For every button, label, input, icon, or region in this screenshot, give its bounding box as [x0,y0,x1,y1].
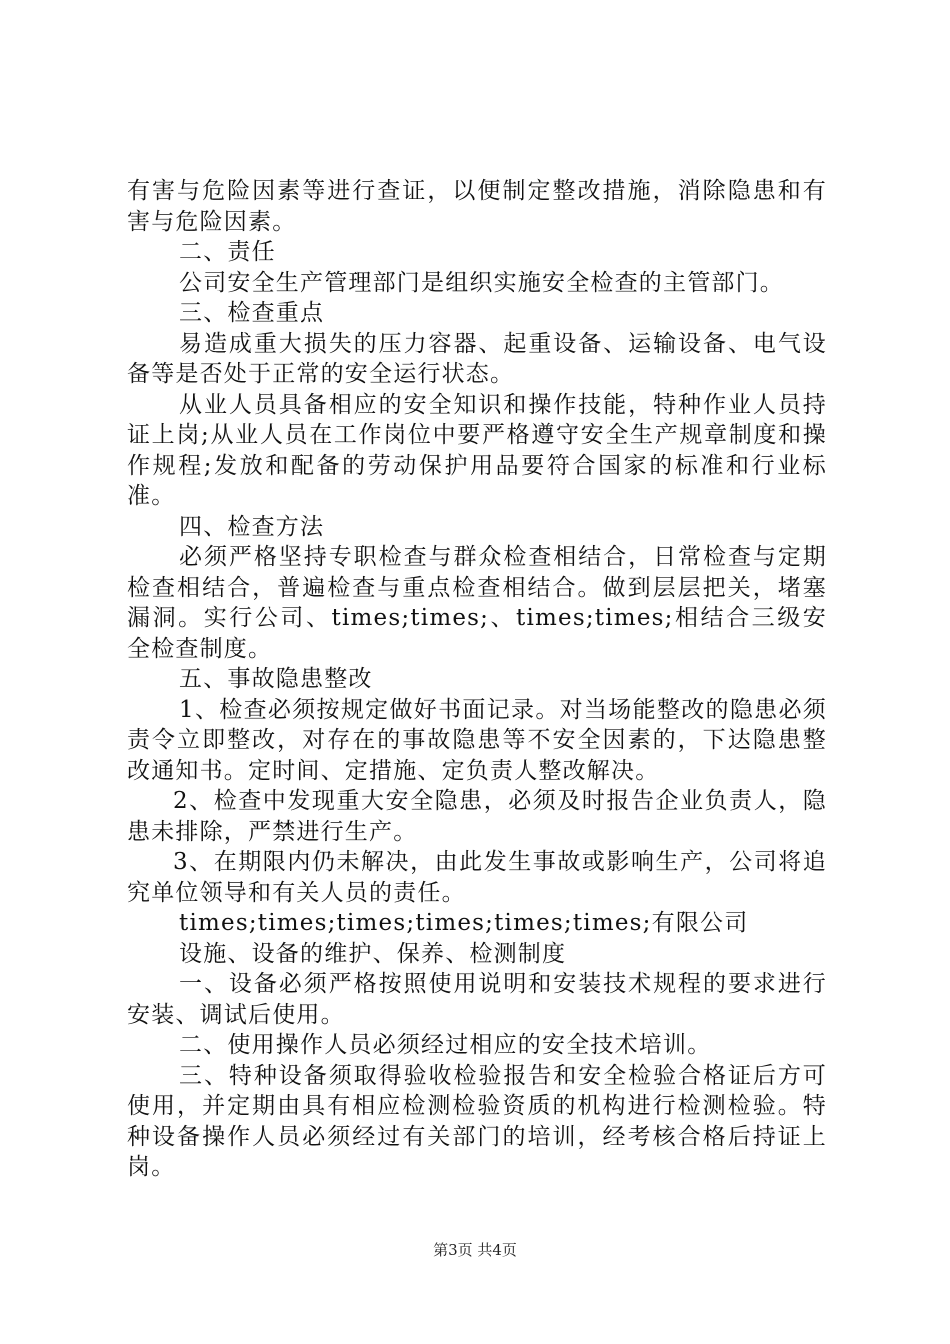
document-title: 设施、设备的维护、保养、检测制度 [179,940,567,967]
company-signature: times;times;times;times;times;times;有限公司 [179,910,749,936]
paragraph: 二、使用操作人员必须经过相应的安全技术培训。 [179,1032,712,1058]
paragraph: 3、在期限内仍未解决，由此发生事故或影响生产，公司将追究单位领导和有关人员的责任。 [127,849,827,906]
section-heading: 三、检查重点 [179,300,325,326]
paragraph: 有害与危险因素等进行查证，以便制定整改措施，消除隐患和有害与危险因素。 [127,178,827,235]
paragraph: 从业人员具备相应的安全知识和操作技能，特种作业人员持证上岗;从业人员在工作岗位中要严格遵守安全生产规章制度和操作规程;发放和配备的劳动保护用品要符合国家的标准和行业标准。 [127,391,827,509]
paragraph: 易造成重大损失的压力容器、起重设备、运输设备、电气设备等是否处于正常的安全运行状态。 [127,330,827,387]
paragraph: 公司安全生产管理部门是组织实施安全检查的主管部门。 [179,269,784,296]
paragraph: 1、检查必须按规定做好书面记录。对当场能整改的隐患必须责令立即整改，对存在的事故隐患等不安全因素的，下达隐患整改通知书。定时间、定措施、定负责人整改解决。 [127,696,827,784]
document-body [127,176,827,1183]
paragraph: 2、检查中发现重大安全隐患，必须及时报告企业负责人，隐患未排除，严禁进行生产。 [127,788,827,845]
paragraph: 三、特种设备须取得验收检验报告和安全检验合格证后方可使用，并定期由具有相应检测检验资质的机构进行检测检验。特种设备操作人员必须经过有关部门的培训，经考核合格后持证上岗。 [127,1062,827,1180]
paragraph: 必须严格坚持专职检查与群众检查相结合，日常检查与定期检查相结合，普遍检查与重点检查相结合。做到层层把关，堵塞漏洞。实行公司、times;times;、times;times;相结合三级安全检查制度。 [127,544,827,662]
paragraph: 一、设备必须严格按照使用说明和安装技术规程的要求进行安装、调试后使用。 [127,971,827,1028]
section-heading: 五、事故隐患整改 [179,666,373,692]
section-heading: 二、责任 [179,239,276,265]
page-number-footer: 第3页 共4页 [433,1241,517,1259]
section-heading: 四、检查方法 [179,513,325,540]
